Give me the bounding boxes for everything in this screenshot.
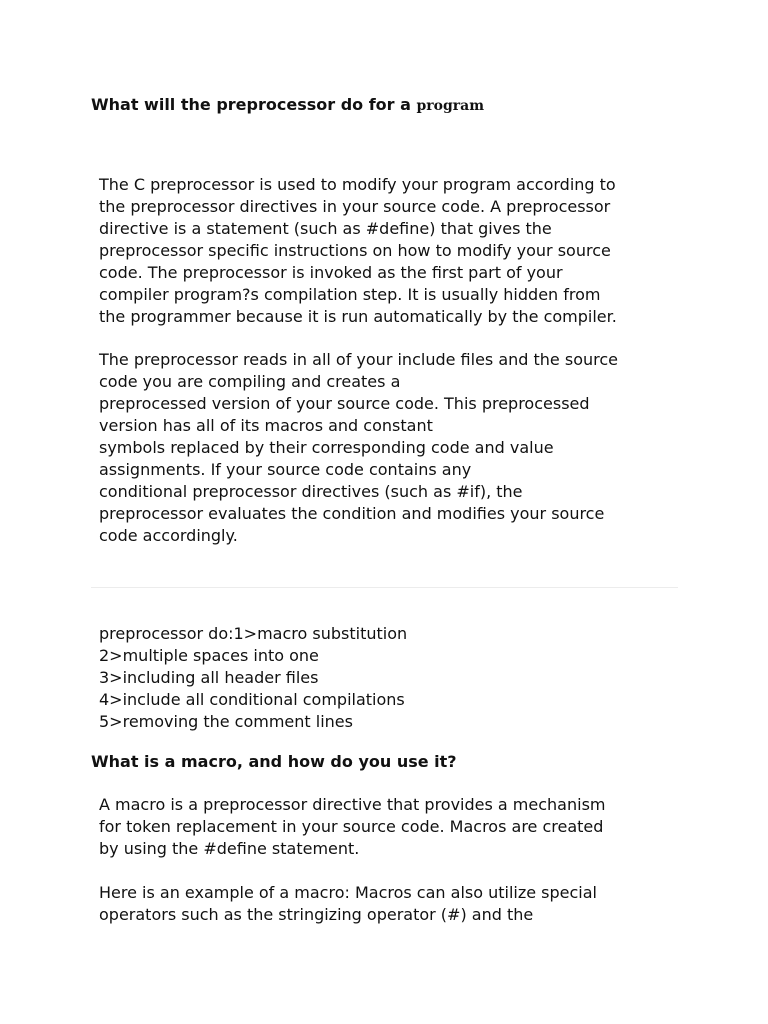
- text-line: directive is a statement (such as #define) that gives the: [99, 219, 552, 238]
- list-item: preprocessor do:1>macro substitution: [99, 624, 408, 643]
- text-line: preprocessed version of your source code. This preprocessed: [99, 394, 590, 413]
- text-line: for token replacement in your source code. Macros are created: [99, 817, 604, 836]
- list-item: 3>including all header files: [99, 668, 319, 687]
- text-line: the preprocessor directives in your source code. A preprocessor: [99, 197, 611, 216]
- text-line: the programmer because it is run automatically by the compiler.: [99, 307, 617, 326]
- text-line: code accordingly.: [99, 526, 238, 545]
- text-line: The C preprocessor is used to modify your program according to: [99, 175, 616, 194]
- text-line: preprocessor evaluates the condition and modifies your source: [99, 504, 605, 523]
- section-divider: [91, 587, 678, 588]
- paragraph-macro-example: [99, 882, 699, 926]
- text-line: assignments. If your source code contains any: [99, 460, 472, 479]
- text-line: operators such as the stringizing operator (#) and the: [99, 905, 534, 924]
- text-line: Here is an example of a macro: Macros can also utilize special: [99, 883, 597, 902]
- text-line: conditional preprocessor directives (such as #if), the: [99, 482, 523, 501]
- section-heading-macro: What is a macro, and how do you use it?: [91, 752, 457, 771]
- list-item: 2>multiple spaces into one: [99, 646, 319, 665]
- list-item: 5>removing the comment lines: [99, 712, 353, 731]
- text-line: preprocessor specific instructions on how to modify your source: [99, 241, 611, 260]
- text-line: compiler program?s compilation step. It is usually hidden from: [99, 285, 601, 304]
- preprocessor-task-list: [99, 623, 699, 733]
- heading-text: What will the preprocessor do for a: [91, 95, 417, 114]
- text-line: code you are compiling and creates a: [99, 372, 401, 391]
- paragraph-macro-definition: [99, 794, 699, 860]
- section-heading-preprocessor: [91, 95, 484, 116]
- paragraph-preprocessor-details: [99, 349, 699, 547]
- text-line: code. The preprocessor is invoked as the first part of your: [99, 263, 563, 282]
- text-line: symbols replaced by their corresponding code and value: [99, 438, 554, 457]
- text-line: The preprocessor reads in all of your include files and the source: [99, 350, 618, 369]
- paragraph-preprocessor-intro: [99, 174, 699, 328]
- text-line: by using the #define statement.: [99, 839, 360, 858]
- heading-serif-word: program: [416, 98, 485, 114]
- text-line: A macro is a preprocessor directive that provides a mechanism: [99, 795, 606, 814]
- list-item: 4>include all conditional compilations: [99, 690, 405, 709]
- text-line: version has all of its macros and constant: [99, 416, 433, 435]
